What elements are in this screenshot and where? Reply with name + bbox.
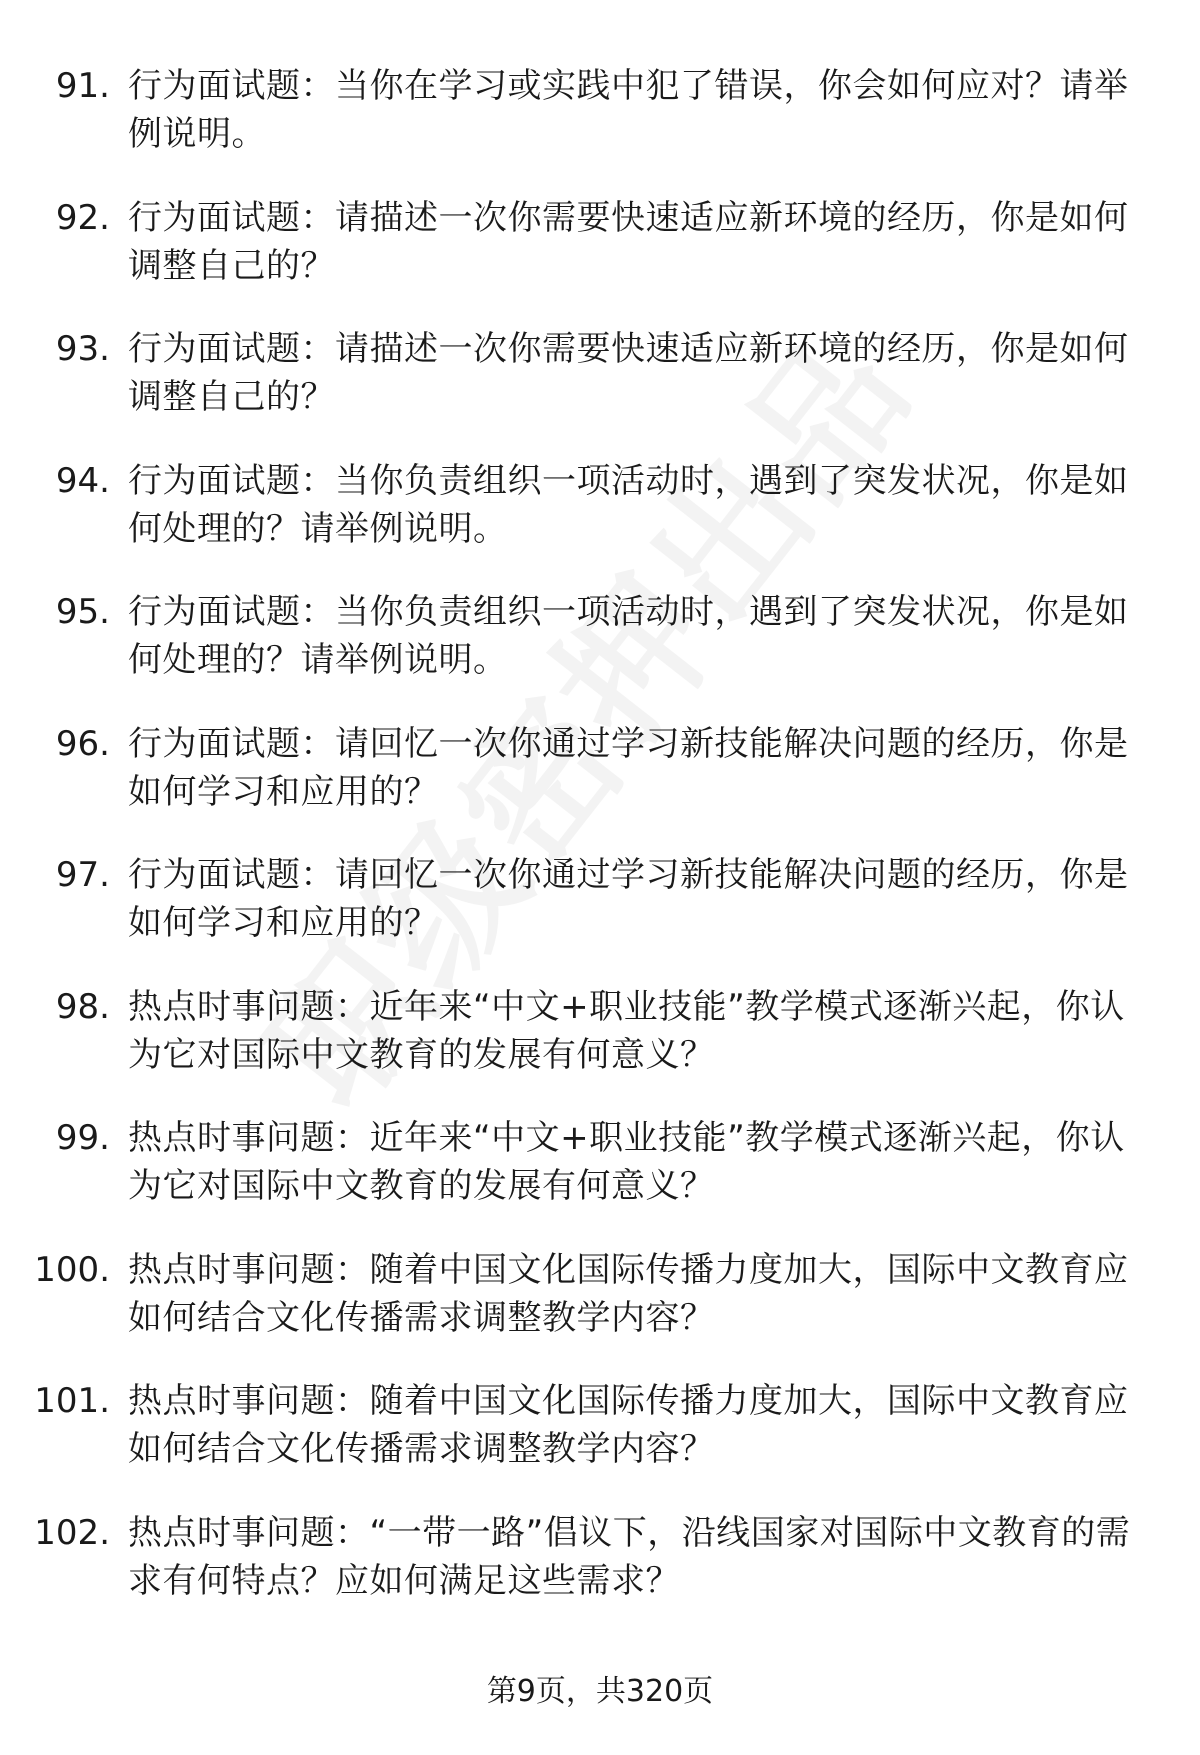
question-text: 行为面试题：当你在学习或实践中犯了错误，你会如何应对？请举例说明。 xyxy=(128,66,1129,154)
question-number: 99. xyxy=(55,1118,110,1158)
question-number: 102. xyxy=(34,1512,110,1553)
question-number: 96. xyxy=(55,723,110,764)
question-text: 热点时事问题：随着中国文化国际传播力度加大，国际中文教育应如何结合文化传播需求调整教学内容？ xyxy=(128,1381,1129,1469)
question-text: 行为面试题：请回忆一次你通过学习新技能解决问题的经历，你是如何学习和应用的？ xyxy=(128,723,1129,812)
list-item xyxy=(0,1104,1200,1236)
list-item xyxy=(0,1367,1200,1499)
question-text: 热点时事问题：近年来“中文+职业技能”教学模式逐渐兴起，你认为它对国际中文教育的发展有何意义？ xyxy=(128,1118,1125,1206)
question-number: 93. xyxy=(55,329,110,369)
question-number: 91. xyxy=(55,66,110,106)
question-text: 行为面试题：请描述一次你需要快速适应新环境的经历，你是如何调整自己的？ xyxy=(128,197,1129,286)
question-number: 92. xyxy=(55,197,110,238)
question-number: 101. xyxy=(34,1381,110,1421)
question-text: 行为面试题：当你负责组织一项活动时，遇到了突发状况，你是如何处理的？请举例说明。 xyxy=(128,592,1129,680)
question-number: 100. xyxy=(34,1249,110,1290)
question-number: 97. xyxy=(55,855,110,895)
list-item xyxy=(0,841,1200,973)
list-item xyxy=(0,184,1200,316)
question-number: 95. xyxy=(55,592,110,632)
question-number: 98. xyxy=(55,986,110,1027)
question-text: 热点时事问题：“一带一路”倡议下，沿线国家对国际中文教育的需求有何特点？应如何满足这些需求？ xyxy=(128,1512,1131,1601)
list-item xyxy=(0,973,1200,1105)
question-text: 热点时事问题：近年来“中文+职业技能”教学模式逐渐兴起，你认为它对国际中文教育的发展有何意义？ xyxy=(128,986,1125,1075)
question-list xyxy=(0,52,1200,1630)
list-item xyxy=(0,1499,1200,1631)
page-footer: 第9页，共320页 xyxy=(486,1674,714,1709)
list-item xyxy=(0,315,1200,447)
question-text: 行为面试题：请描述一次你需要快速适应新环境的经历，你是如何调整自己的？ xyxy=(128,329,1129,417)
question-text: 行为面试题：当你负责组织一项活动时，遇到了突发状况，你是如何处理的？请举例说明。 xyxy=(128,460,1129,549)
list-item xyxy=(0,1236,1200,1368)
list-item xyxy=(0,710,1200,842)
list-item xyxy=(0,52,1200,184)
question-text: 热点时事问题：随着中国文化国际传播力度加大，国际中文教育应如何结合文化传播需求调整教学内容？ xyxy=(128,1249,1129,1338)
question-number: 94. xyxy=(55,460,110,501)
list-item xyxy=(0,578,1200,710)
list-item xyxy=(0,447,1200,579)
question-text: 行为面试题：请回忆一次你通过学习新技能解决问题的经历，你是如何学习和应用的？ xyxy=(128,855,1129,943)
